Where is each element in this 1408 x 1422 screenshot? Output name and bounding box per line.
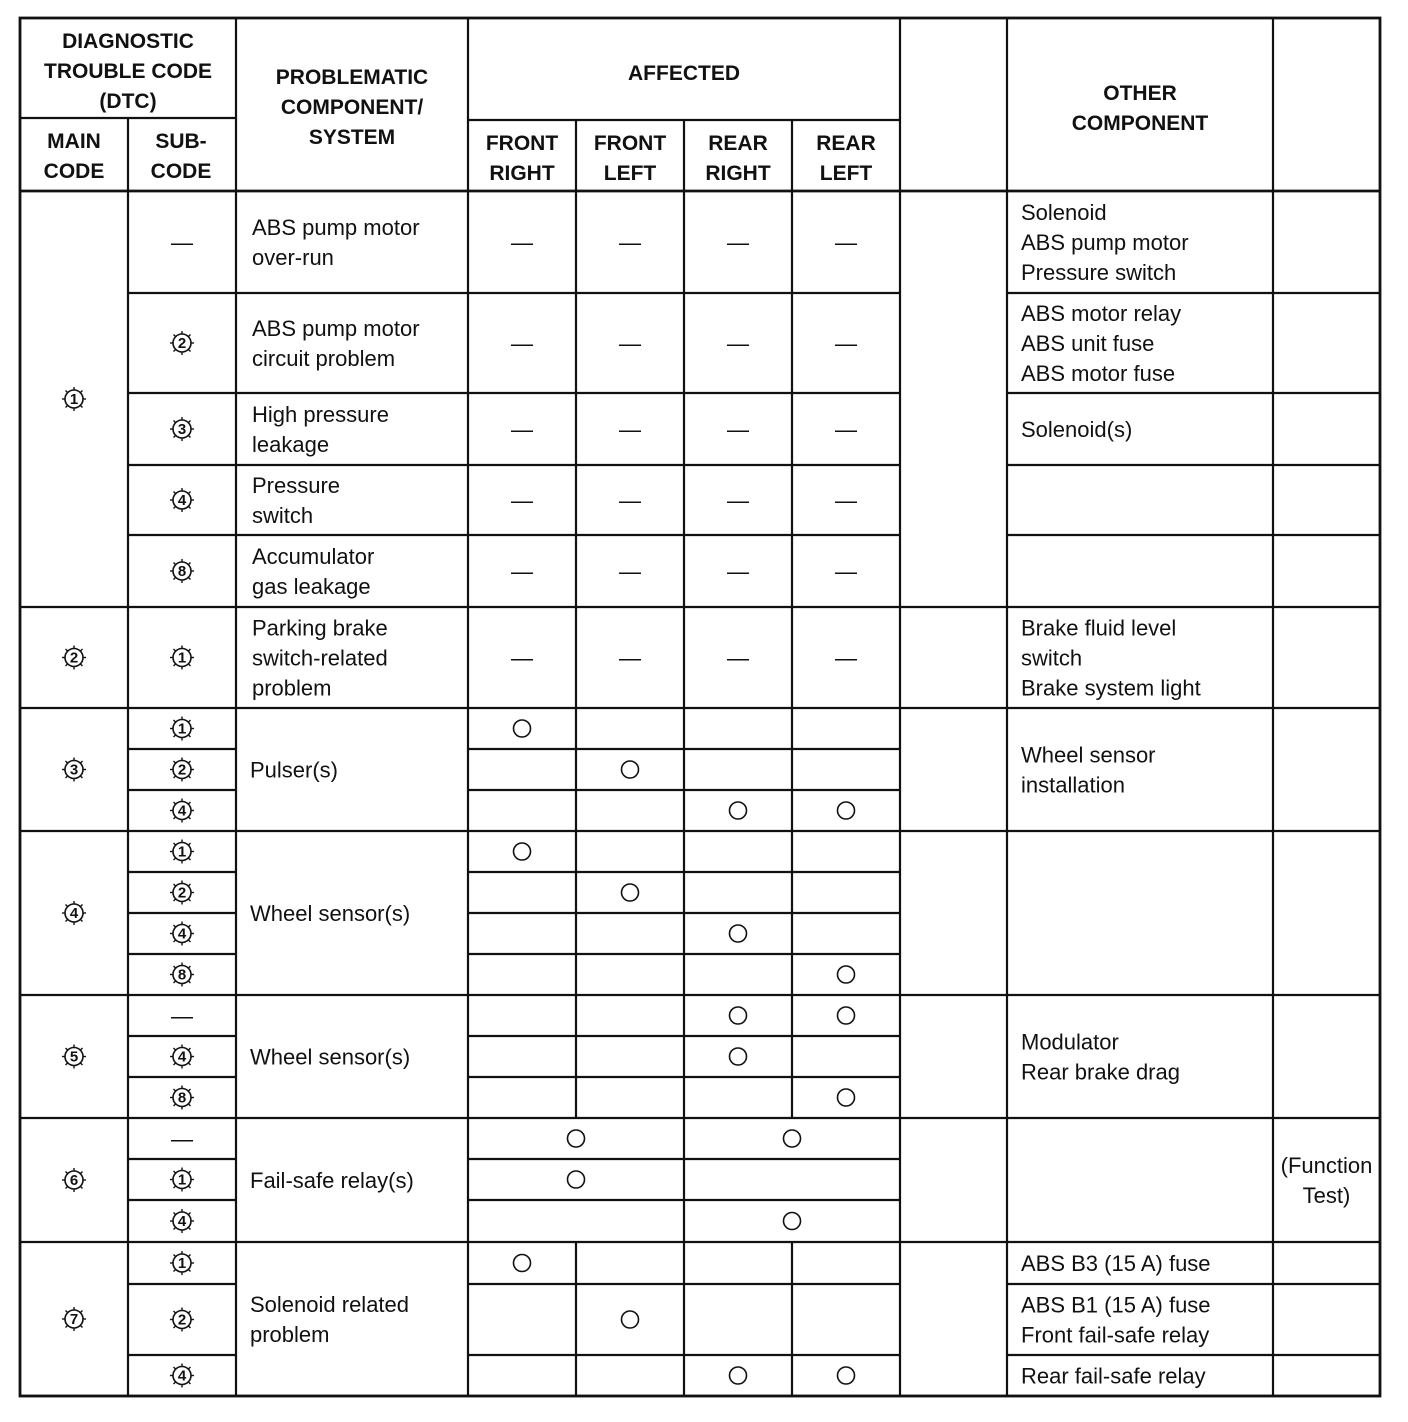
code-number: 4 <box>177 802 187 820</box>
code-number: 4 <box>177 1367 187 1385</box>
table-cells <box>62 200 1372 1389</box>
dtc-group-1-row-4-affected-rear-right: — <box>727 488 749 513</box>
dtc-group-1-row-1-affected-front-right: — <box>511 230 533 255</box>
header-sub-code-line1: SUB- <box>155 130 207 153</box>
dtc-group-1-row-2-affected-rear-left: — <box>835 331 857 356</box>
header-rear-left-line2: LEFT <box>819 162 873 185</box>
dtc-group-4-main-code <box>62 901 86 925</box>
dtc-group-1-row-3-sub-code <box>170 417 194 441</box>
dtc-group-6-system-line-1: Fail-safe relay(s) <box>250 1168 414 1193</box>
code-number: 1 <box>177 1171 187 1189</box>
dtc-group-1-row-3-system-line-1: High pressure <box>252 402 389 427</box>
code-number: 4 <box>177 492 187 509</box>
dtc-group-2-row-1-sub-code <box>170 646 194 670</box>
dtc-group-5-row-1-sub-code: — <box>171 1003 193 1029</box>
header-rear-right-line1: REAR <box>708 132 768 155</box>
dtc-group-4-system-line-1: Wheel sensor(s) <box>250 901 411 926</box>
dtc-group-1-row-3-affected-front-left: — <box>619 417 641 442</box>
header-front-left-line1: FRONT <box>593 132 667 155</box>
dtc-group-6-row-3-sub-code <box>170 1209 194 1233</box>
header-dtc-line3: (DTC) <box>99 90 157 113</box>
code-number: 8 <box>177 966 187 984</box>
code-number: 5 <box>69 1048 79 1066</box>
dtc-group-5-row-1-mark-rear-left <box>838 1007 855 1024</box>
dtc-group-5-other-line-1: Modulator <box>1021 1029 1119 1055</box>
dtc-group-7-row-1-mark-front-right <box>514 1255 531 1272</box>
dtc-group-4-row-2-mark-front-left <box>622 884 639 901</box>
dtc-group-5-system-line-1: Wheel sensor(s) <box>250 1044 411 1070</box>
code-number: 8 <box>177 563 187 580</box>
dtc-group-1-row-2-system-line-1: ABS pump motor <box>252 316 420 341</box>
dtc-group-3-row-1-sub-code <box>170 717 194 741</box>
dtc-group-6-note-line-2: Test) <box>1302 1183 1351 1208</box>
dtc-group-7-main-code <box>62 1307 86 1331</box>
header-front-right-line2: RIGHT <box>489 162 555 185</box>
dtc-group-7-row-2-other-line-1: ABS B1 (15 A) fuse <box>1021 1292 1211 1318</box>
header-dtc-line1: DIAGNOSTIC <box>62 30 194 53</box>
header-affected: AFFECTED <box>628 62 740 85</box>
dtc-group-1-row-2-system-line-2: circuit problem <box>252 346 396 371</box>
dtc-group-4-row-3-sub-code <box>170 922 194 946</box>
dtc-group-1-row-4-sub-code <box>170 488 194 512</box>
dtc-group-1-row-3-other-line-1: Solenoid(s) <box>1021 417 1133 442</box>
dtc-group-2-row-1-affected-front-left: — <box>619 645 641 671</box>
code-number: 4 <box>177 925 187 943</box>
header-rear-right-line2: RIGHT <box>705 162 771 185</box>
dtc-group-1-row-1-system-line-1: ABS pump motor <box>252 215 420 240</box>
dtc-group-1-row-4-affected-front-left: — <box>619 488 641 513</box>
code-number: 8 <box>177 1089 187 1107</box>
dtc-group-1-row-3-system-line-2: leakage <box>252 432 330 457</box>
dtc-group-3-row-2-sub-code <box>170 758 194 782</box>
code-number: 7 <box>69 1311 79 1328</box>
dtc-group-4-row-2-sub-code <box>170 881 194 905</box>
code-number: 2 <box>177 884 187 902</box>
dtc-group-1-row-3-affected-front-right: — <box>511 417 533 442</box>
dtc-group-6-row-2-mark-front <box>568 1171 585 1188</box>
header-rear-left <box>816 132 876 185</box>
dtc-group-4-row-1-mark-front-right <box>514 843 531 860</box>
code-number: 2 <box>177 1311 187 1329</box>
dtc-group-1-row-2-affected-front-left: — <box>619 331 641 356</box>
dtc-group-1-row-3-affected-rear-right: — <box>727 417 749 442</box>
dtc-group-1-row-5-affected-rear-left: — <box>835 559 857 584</box>
dtc-group-1-row-4-affected-front-right: — <box>511 488 533 513</box>
dtc-group-1-row-2-other-line-2: ABS unit fuse <box>1021 331 1155 356</box>
dtc-group-5-row-2-sub-code <box>170 1045 194 1069</box>
code-number: 1 <box>177 1255 187 1272</box>
dtc-group-1-row-1-other-line-1: Solenoid <box>1021 200 1107 225</box>
dtc-group-5-other-line-2: Rear brake drag <box>1021 1059 1180 1085</box>
code-number: 6 <box>69 1172 79 1189</box>
dtc-group-7-row-3-other-line-1: Rear fail-safe relay <box>1021 1363 1206 1389</box>
dtc-group-6-row-3-mark-rear <box>784 1213 801 1230</box>
dtc-group-2-row-1-system-line-1: Parking brake <box>252 615 388 641</box>
dtc-group-3-other-line-1: Wheel sensor <box>1021 742 1156 768</box>
code-number: 4 <box>177 1213 187 1230</box>
header-dtc <box>44 30 212 113</box>
dtc-group-1-row-5-affected-rear-right: — <box>727 559 749 584</box>
dtc-group-3-main-code <box>62 758 86 782</box>
dtc-group-7-row-1-sub-code <box>170 1251 194 1275</box>
dtc-group-1-row-5-affected-front-right: — <box>511 559 533 584</box>
header-front-right <box>486 132 558 185</box>
dtc-group-3-row-1-mark-front-right <box>514 720 531 737</box>
dtc-group-6-row-1-sub-code: — <box>171 1126 193 1152</box>
dtc-group-1-row-2-affected-front-right: — <box>511 331 533 356</box>
dtc-group-7-row-3-sub-code <box>170 1364 194 1388</box>
dtc-group-2-row-1-other-line-2: switch <box>1021 645 1083 671</box>
dtc-group-5-row-3-sub-code <box>170 1086 194 1110</box>
dtc-group-7-row-2-mark-front-left <box>622 1311 639 1328</box>
header-other-line2: COMPONENT <box>1071 112 1209 135</box>
header-front-right-line1: FRONT <box>485 132 559 155</box>
dtc-group-1-row-1-other-line-3: Pressure switch <box>1021 260 1177 285</box>
dtc-group-3-row-3-mark-rear-right <box>730 802 747 819</box>
header-problematic-line3: SYSTEM <box>308 126 396 149</box>
dtc-group-3-row-2-mark-front-left <box>622 761 639 778</box>
dtc-group-1-row-1-affected-front-left: — <box>619 230 641 255</box>
header-other-line1: OTHER <box>1103 82 1177 105</box>
header-main-code-line2: CODE <box>43 160 105 183</box>
dtc-group-1-row-5-system-line-2: gas leakage <box>252 574 371 599</box>
dtc-group-6-row-2-sub-code <box>170 1168 194 1192</box>
dtc-group-3-row-3-sub-code <box>170 799 194 823</box>
header-rear-right <box>705 132 771 185</box>
dtc-group-2-main-code <box>62 646 86 670</box>
dtc-group-6-row-1-mark-front <box>568 1130 585 1147</box>
dtc-group-7-row-1-other-line-1: ABS B3 (15 A) fuse <box>1021 1251 1211 1276</box>
code-number: 2 <box>177 335 187 352</box>
dtc-group-6-main-code <box>62 1168 86 1192</box>
dtc-group-1-row-2-other-line-3: ABS motor fuse <box>1021 361 1176 386</box>
dtc-group-5-main-code <box>62 1045 86 1069</box>
dtc-group-3-other-line-2: installation <box>1021 772 1125 798</box>
header-main-code <box>44 130 105 183</box>
header-front-left-line2: LEFT <box>603 162 657 185</box>
dtc-group-7-row-2-other-line-2: Front fail-safe relay <box>1021 1322 1210 1348</box>
code-number: 4 <box>177 1048 187 1066</box>
dtc-group-1-row-2-sub-code <box>170 331 194 355</box>
dtc-group-1-row-1-sub-code: — <box>171 230 193 255</box>
dtc-group-1-row-3-affected-rear-left: — <box>835 417 857 442</box>
header-sub-code-line2: CODE <box>150 160 212 183</box>
dtc-group-1-row-1-affected-rear-right: — <box>727 230 749 255</box>
dtc-group-2-row-1-other-line-1: Brake fluid level <box>1021 615 1177 641</box>
dtc-group-1-row-4-system-line-1: Pressure <box>252 473 341 498</box>
header-sub-code <box>151 130 212 183</box>
dtc-group-7-row-3-mark-rear-left <box>838 1367 855 1384</box>
dtc-group-7-system-line-1: Solenoid related <box>250 1292 410 1317</box>
header-problematic-line1: PROBLEMATIC <box>275 66 429 89</box>
header-other-component <box>1072 82 1209 135</box>
code-number: 1 <box>177 720 187 738</box>
dtc-group-2-row-1-affected-rear-left: — <box>835 645 857 671</box>
header-main-code-line1: MAIN <box>47 130 101 153</box>
code-number: 1 <box>177 649 187 667</box>
dtc-group-7-row-3-mark-rear-right <box>730 1367 747 1384</box>
dtc-group-1-row-5-affected-front-left: — <box>619 559 641 584</box>
dtc-group-4-row-3-mark-rear-right <box>730 925 747 942</box>
dtc-group-4-row-1-sub-code <box>170 840 194 864</box>
code-number: 3 <box>177 421 187 438</box>
dtc-group-5-row-1-mark-rear-right <box>730 1007 747 1024</box>
code-number: 2 <box>177 761 187 779</box>
dtc-group-1-row-2-other-line-1: ABS motor relay <box>1021 301 1182 326</box>
code-number: 1 <box>69 391 79 408</box>
dtc-group-7-system-line-2: problem <box>250 1322 330 1347</box>
dtc-group-2-row-1-system-line-2: switch-related <box>252 645 388 671</box>
code-number: 1 <box>177 843 187 861</box>
header-front-left <box>594 132 666 185</box>
dtc-group-2-row-1-other-line-3: Brake system light <box>1021 675 1201 701</box>
header-rear-left-line1: REAR <box>816 132 876 155</box>
table-grid <box>20 18 1380 1396</box>
dtc-group-5-row-2-mark-rear-right <box>730 1048 747 1065</box>
dtc-group-5-row-3-mark-rear-left <box>838 1089 855 1106</box>
code-number: 3 <box>69 761 79 779</box>
dtc-group-2-row-1-system-line-3: problem <box>252 675 332 701</box>
dtc-group-1-row-1-affected-rear-left: — <box>835 230 857 255</box>
header-problematic <box>276 66 428 149</box>
code-number: 2 <box>69 649 79 667</box>
dtc-group-1-row-2-affected-rear-right: — <box>727 331 749 356</box>
dtc-group-7-row-2-sub-code <box>170 1308 194 1332</box>
header-problematic-line2: COMPONENT/ <box>280 96 424 119</box>
dtc-group-1-row-5-sub-code <box>170 559 194 583</box>
header-dtc-line2: TROUBLE CODE <box>44 60 212 83</box>
dtc-group-4-row-4-mark-rear-left <box>838 966 855 983</box>
dtc-group-1-row-5-system-line-1: Accumulator <box>252 544 375 569</box>
code-number: 4 <box>69 905 79 922</box>
dtc-group-1-row-4-affected-rear-left: — <box>835 488 857 513</box>
dtc-group-4-row-4-sub-code <box>170 963 194 987</box>
dtc-group-1-row-1-system-line-2: over-run <box>252 245 334 270</box>
dtc-group-2-row-1-affected-front-right: — <box>511 645 533 671</box>
dtc-group-1-row-1-other-line-2: ABS pump motor <box>1021 230 1189 255</box>
dtc-group-2-row-1-affected-rear-right: — <box>727 645 749 671</box>
dtc-group-3-system-line-1: Pulser(s) <box>250 757 339 783</box>
dtc-group-6-note-line-1: (Function <box>1280 1153 1373 1178</box>
dtc-group-1-main-code <box>62 387 86 411</box>
dtc-group-3-row-3-mark-rear-left <box>838 802 855 819</box>
dtc-group-1-row-4-system-line-2: switch <box>252 503 314 528</box>
dtc-group-6-row-1-mark-rear <box>784 1130 801 1147</box>
